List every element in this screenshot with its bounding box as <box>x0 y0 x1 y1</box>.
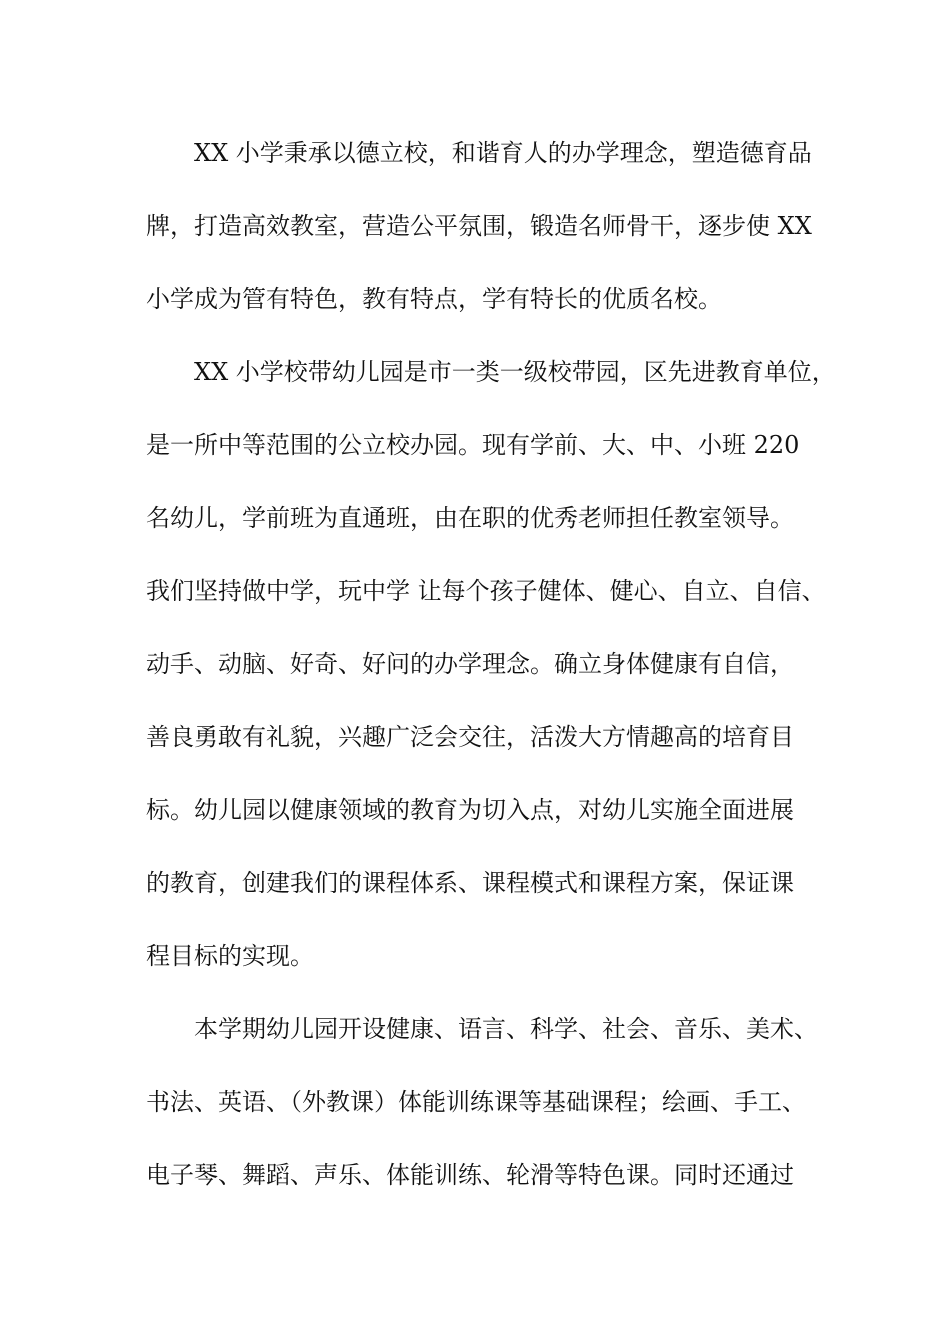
paragraph-2-line-4: 我们坚持做中学，玩中学 让每个孩子健体、健心、自立、自信、 <box>146 577 826 605</box>
paragraph-3-line-2: 书法、英语、（外教课）体能训练课等基础课程；绘画、手工、 <box>146 1088 806 1116</box>
paragraph-2-line-3: 名幼儿，学前班为直通班，由在职的优秀老师担任教室领导。 <box>146 504 794 532</box>
paragraph-3-line-3: 电子琴、舞蹈、声乐、体能训练、轮滑等特色课。同时还通过 <box>146 1161 794 1189</box>
paragraph-2-line-8: 的教育，创建我们的课程体系、课程模式和课程方案，保证课 <box>146 869 794 897</box>
paragraph-2-line-7: 标。幼儿园以健康领域的教育为切入点，对幼儿实施全面进展 <box>146 796 794 824</box>
paragraph-1-line-3: 小学成为管有特色，教有特点，学有特长的优质名校。 <box>146 285 722 313</box>
paragraph-3-line-1: 本学期幼儿园开设健康、语言、科学、社会、音乐、美术、 <box>194 1015 818 1043</box>
paragraph-2-line-9: 程目标的实现。 <box>146 942 314 970</box>
paragraph-1-line-2: 牌，打造高效教室，营造公平氛围，锻造名师骨干，逐步使 XX <box>146 212 812 240</box>
paragraph-2-line-2: 是一所中等范围的公立校办园。现有学前、大、中、小班 220 <box>146 431 800 459</box>
paragraph-1-line-1: XX 小学秉承以德立校，和谐育人的办学理念，塑造德育品 <box>194 139 812 167</box>
paragraph-2-line-5: 动手、动脑、好奇、好问的办学理念。确立身体健康有自信， <box>146 650 794 678</box>
paragraph-2-line-6: 善良勇敢有礼貌，兴趣广泛会交往，活泼大方情趣高的培育目 <box>146 723 794 751</box>
paragraph-2-line-1: XX 小学校带幼儿园是市一类一级校带园，区先进教育单位， <box>194 358 836 386</box>
